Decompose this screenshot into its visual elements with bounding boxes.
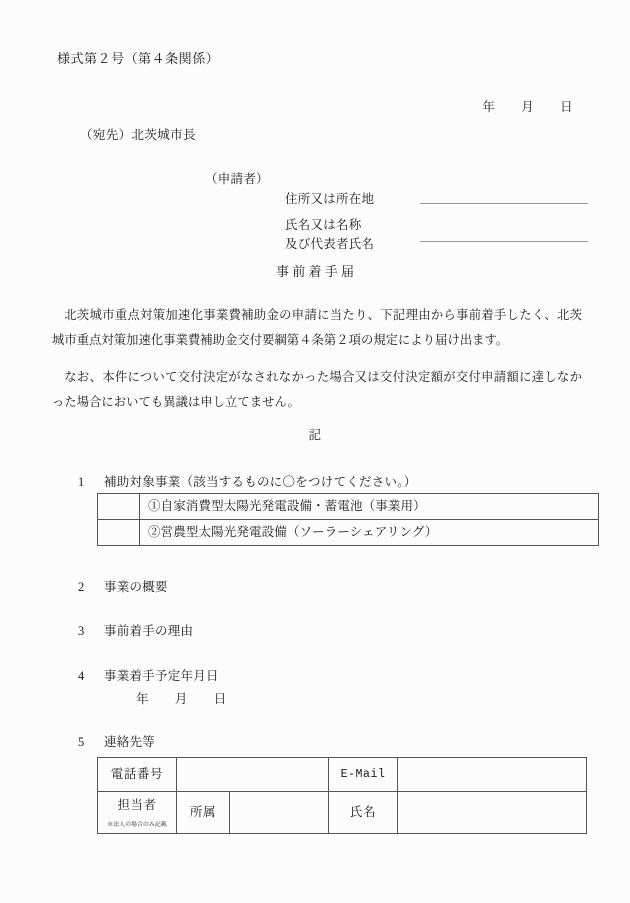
email-label: E-Mail bbox=[329, 758, 398, 792]
applicant-name-label bbox=[285, 216, 374, 255]
option-2-label: ②営農型太陽光発電設備（ソーラーシェアリング） bbox=[140, 520, 599, 546]
item-1-label: 補助対象事業（該当するものに〇をつけてください。） bbox=[104, 475, 417, 489]
affiliation-value[interactable] bbox=[230, 792, 329, 834]
item-4-date-year: 年 bbox=[136, 692, 149, 706]
document-title: 事前着手届 bbox=[275, 264, 358, 279]
subsidy-options-table bbox=[97, 493, 599, 546]
option-2-checkbox[interactable] bbox=[98, 520, 140, 546]
body-text bbox=[52, 303, 582, 415]
header-date-month: 月 bbox=[521, 100, 535, 114]
item-4-date-line[interactable] bbox=[136, 688, 227, 712]
item-1-number: 1 bbox=[78, 475, 85, 489]
item-3-number: 3 bbox=[78, 624, 85, 638]
item-5-label: 連絡先等 bbox=[104, 735, 156, 749]
person-name-value[interactable] bbox=[398, 792, 587, 834]
applicant-address-label: 住所又は所在地 bbox=[285, 192, 375, 206]
item-2-label: 事業の概要 bbox=[104, 580, 168, 594]
phone-label: 電話番号 bbox=[98, 758, 177, 792]
item-2 bbox=[78, 576, 168, 600]
item-5 bbox=[78, 731, 155, 755]
item-4-date-month: 月 bbox=[174, 692, 188, 706]
contact-table bbox=[97, 757, 587, 834]
item-4 bbox=[78, 665, 219, 689]
person-in-charge-label bbox=[98, 792, 177, 834]
applicant-name-label-line1: 氏名又は名称 bbox=[285, 218, 362, 232]
person-in-charge-title: 担当者 bbox=[117, 798, 157, 812]
affiliation-label: 所属 bbox=[177, 792, 230, 834]
item-1 bbox=[78, 471, 417, 495]
option-1-checkbox[interactable] bbox=[98, 494, 140, 520]
applicant-name-field[interactable] bbox=[420, 241, 588, 242]
item-3 bbox=[78, 620, 193, 644]
table-row bbox=[98, 494, 599, 520]
item-2-number: 2 bbox=[78, 580, 85, 594]
email-value[interactable] bbox=[398, 758, 587, 792]
header-date-year: 年 bbox=[482, 100, 496, 114]
person-in-charge-note: ※法人の場合のみ記載 bbox=[107, 821, 167, 829]
item-4-label: 事業着手予定年月日 bbox=[104, 669, 219, 683]
ki-marker: 記 bbox=[308, 428, 322, 442]
applicant-address-field[interactable] bbox=[420, 203, 588, 204]
header-date-day: 日 bbox=[560, 100, 573, 114]
applicant-name-label-line2: 及び代表者氏名 bbox=[285, 237, 375, 252]
form-code: 様式第２号（第４条関係） bbox=[57, 51, 220, 66]
option-1-label: ①自家消費型太陽光発電設備・蓄電池（事業用） bbox=[140, 494, 599, 520]
item-5-number: 5 bbox=[78, 735, 85, 749]
item-4-date-day: 日 bbox=[213, 692, 227, 706]
body-paragraph-2: なお、本件について交付決定がなされなかった場合又は交付決定額が交付申請額に達しなかった場合においても異議は申し立てません。 bbox=[52, 370, 582, 409]
addressee: （宛先）北茨城市長 bbox=[80, 128, 196, 142]
table-row bbox=[98, 792, 587, 834]
applicant-heading: （申請者） bbox=[205, 172, 269, 186]
item-4-number: 4 bbox=[78, 669, 85, 683]
item-3-label: 事前着手の理由 bbox=[104, 624, 194, 638]
phone-value[interactable] bbox=[177, 758, 329, 792]
table-row bbox=[98, 520, 599, 546]
table-row bbox=[98, 758, 587, 792]
body-paragraph-1: 北茨城市重点対策加速化事業費補助金の申請に当たり、下記理由から事前着手したく、北茨城市重点対策加速化事業費補助金交付要綱第４条第２項の規定により届け出ます。 bbox=[52, 308, 582, 347]
header-date-line bbox=[0, 96, 573, 120]
person-name-label: 氏名 bbox=[329, 792, 398, 834]
